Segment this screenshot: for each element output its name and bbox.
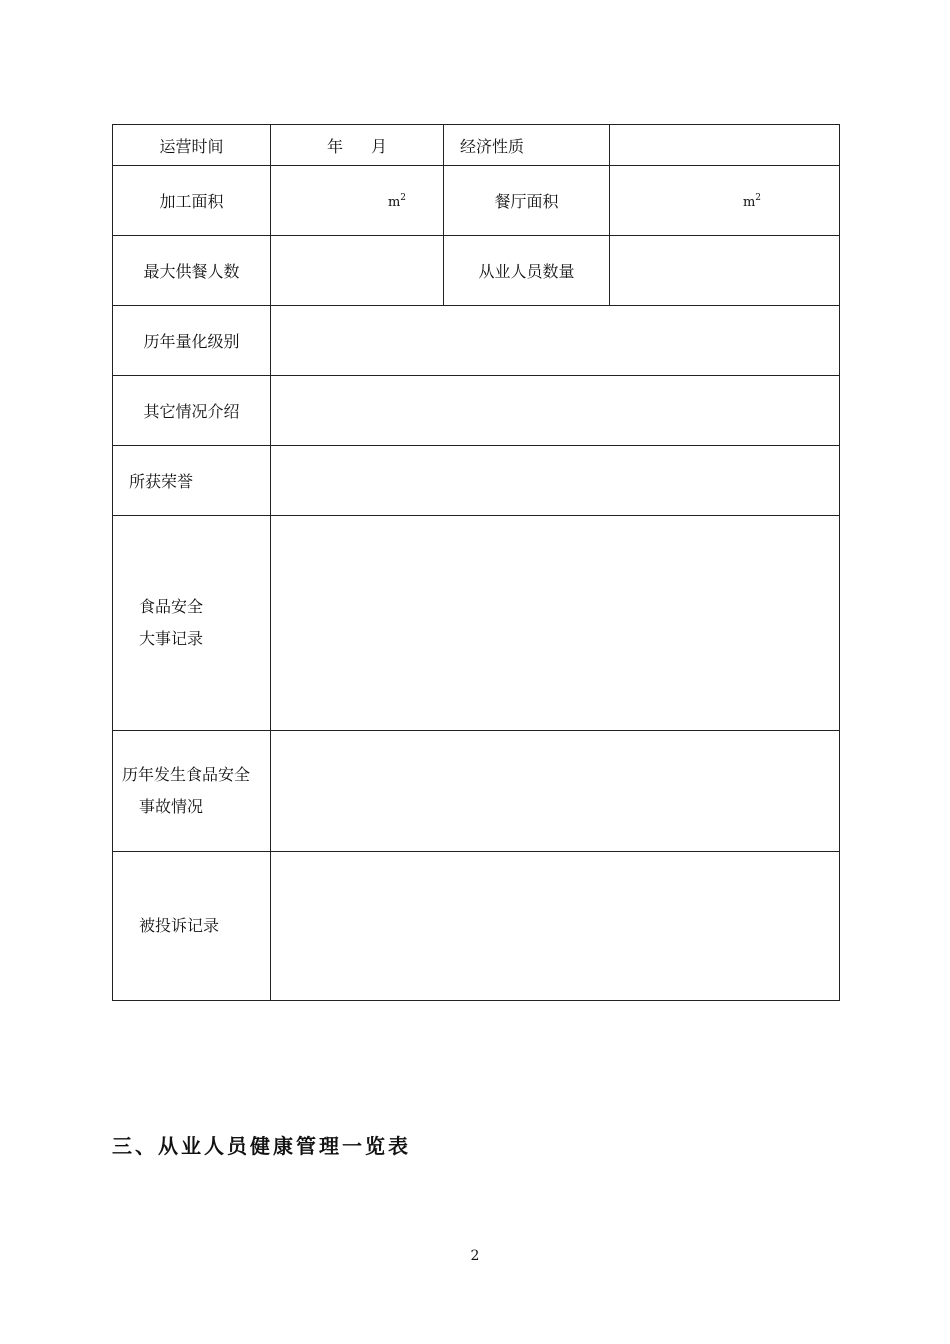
- row-complaints: [113, 852, 840, 1001]
- label-safety-record-line2: 大事记录: [139, 629, 204, 648]
- row-honors: [113, 446, 840, 516]
- dining-area-unit: m: [742, 195, 756, 210]
- complaints-field[interactable]: [271, 852, 840, 1001]
- row-other-info: [113, 376, 840, 446]
- label-other-info: 其它情况介绍: [113, 376, 271, 446]
- row-capacity: [113, 236, 840, 306]
- processing-area-unit-sup: 2: [400, 193, 406, 203]
- economic-nature-field[interactable]: [610, 125, 840, 166]
- max-meals-field[interactable]: [271, 236, 444, 306]
- row-incidents: [113, 731, 840, 852]
- dining-area-unit-sup: 2: [755, 193, 761, 203]
- label-complaints: 被投诉记录: [113, 852, 271, 1001]
- dining-area-field[interactable]: [610, 166, 840, 236]
- label-safety-record-line1: 食品安全: [139, 597, 204, 616]
- incidents-field[interactable]: [271, 731, 840, 852]
- label-processing-area: 加工面积: [113, 166, 271, 236]
- label-rating: 历年量化级别: [113, 306, 271, 376]
- label-safety-record: [113, 516, 271, 731]
- other-info-field[interactable]: [271, 376, 840, 446]
- label-incidents-line2: 事故情况: [139, 797, 204, 816]
- label-max-meals: 最大供餐人数: [113, 236, 271, 306]
- rating-field[interactable]: [271, 306, 840, 376]
- label-operating-time: 运营时间: [113, 125, 271, 166]
- honors-field[interactable]: [271, 446, 840, 516]
- year-label: 年: [326, 136, 343, 156]
- label-incidents: [113, 731, 271, 852]
- label-economic-nature: 经济性质: [444, 125, 610, 166]
- row-rating: [113, 306, 840, 376]
- month-label: 月: [371, 136, 388, 156]
- row-area: [113, 166, 840, 236]
- operating-time-field[interactable]: [271, 125, 444, 166]
- staff-count-field[interactable]: [610, 236, 840, 306]
- safety-record-field[interactable]: [271, 516, 840, 731]
- label-dining-area: 餐厅面积: [444, 166, 610, 236]
- section-title: 三、从业人员健康管理一览表: [112, 1134, 411, 1158]
- label-staff-count: 从业人员数量: [444, 236, 610, 306]
- label-honors: 所获荣誉: [113, 446, 271, 516]
- label-incidents-line1: 历年发生食品安全: [122, 765, 251, 784]
- row-safety-record: [113, 516, 840, 731]
- processing-area-field[interactable]: [271, 166, 444, 236]
- processing-area-unit: m: [387, 195, 401, 210]
- row-operating-time: [113, 125, 840, 166]
- restaurant-info-table: [112, 124, 840, 1001]
- page-number: 2: [470, 1248, 480, 1264]
